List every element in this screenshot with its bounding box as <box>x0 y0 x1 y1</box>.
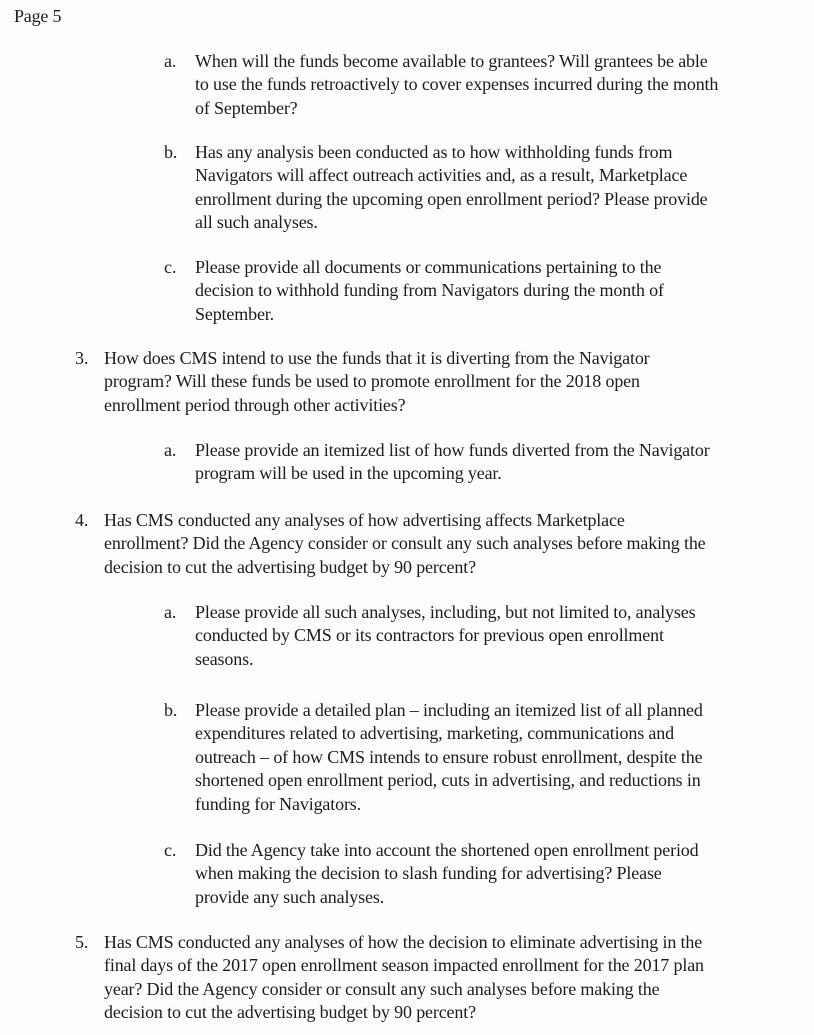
question-2a <box>164 50 718 120</box>
item-marker: a. <box>164 440 177 460</box>
text-line: shortened open enrollment period, cuts in advertising, and reductions in <box>195 770 701 791</box>
item-marker: a. <box>164 51 177 71</box>
text-line: Has CMS conducted any analyses of how advertising affects Marketplace <box>104 510 625 530</box>
text-line: decision to withhold funding from Navigators during the month of <box>195 280 664 301</box>
text-line: year? Did the Agency consider or consult any such analyses before making the <box>104 978 660 999</box>
text-line: outreach – of how CMS intends to ensure robust enrollment, despite the <box>195 746 703 767</box>
text-line: enrollment? Did the Agency consider or consult any such analyses before making the <box>104 533 706 554</box>
item-marker: b. <box>164 142 178 162</box>
item-text <box>195 50 718 120</box>
page-number: Page 5 <box>14 6 62 26</box>
text-line: final days of the 2017 open enrollment season impacted enrollment for the 2017 plan <box>104 955 704 976</box>
item-text <box>104 509 706 579</box>
question-4 <box>75 509 706 579</box>
text-line: decision to cut the advertising budget by 90 percent? <box>104 556 476 577</box>
text-line: When will the funds become available to grantees? Will grantees be able <box>195 51 708 71</box>
text-line: enrollment period through other activities? <box>104 394 406 415</box>
text-line: September. <box>195 303 274 324</box>
text-line: How does CMS intend to use the funds that it is diverting from the Navigator <box>104 348 650 368</box>
text-line: Please provide an itemized list of how funds diverted from the Navigator <box>195 440 710 460</box>
item-marker: 4. <box>75 510 89 530</box>
text-line: seasons. <box>195 648 254 669</box>
item-text <box>195 439 710 486</box>
text-line: program will be used in the upcoming year. <box>195 463 502 484</box>
text-line: Please provide all documents or communications pertaining to the <box>195 257 662 277</box>
text-line: Has any analysis been conducted as to how withholding funds from <box>195 142 673 162</box>
question-4a <box>164 601 695 671</box>
question-3a <box>164 439 710 486</box>
text-line: provide any such analyses. <box>195 886 385 907</box>
item-marker: c. <box>164 840 177 860</box>
item-text <box>104 931 704 1025</box>
item-marker: a. <box>164 602 177 622</box>
question-4b <box>164 699 703 816</box>
text-line: to use the funds retroactively to cover expenses incurred during the month <box>195 74 719 95</box>
text-line: Please provide all such analyses, including, but not limited to, analyses <box>195 602 696 622</box>
text-line: funding for Navigators. <box>195 793 362 814</box>
text-line: Has CMS conducted any analyses of how the decision to eliminate advertising in the <box>104 932 703 952</box>
item-marker: 3. <box>75 348 89 368</box>
item-text <box>195 601 695 671</box>
question-2b <box>164 141 708 235</box>
text-line: Navigators will affect outreach activities and, as a result, Marketplace <box>195 165 688 186</box>
item-marker: b. <box>164 700 178 720</box>
text-line: Please provide a detailed plan – including an itemized list of all planned <box>195 700 703 720</box>
text-line: when making the decision to slash funding for advertising? Please <box>195 863 662 884</box>
text-line: all such analyses. <box>195 212 318 233</box>
question-2c <box>164 256 664 326</box>
text-line: Did the Agency take into account the shortened open enrollment period <box>195 840 699 860</box>
text-line: decision to cut the advertising budget by 90 percent? <box>104 1002 476 1023</box>
text-line: program? Will these funds be used to promote enrollment for the 2018 open <box>104 371 640 392</box>
item-text <box>195 839 699 909</box>
text-line: enrollment during the upcoming open enrollment period? Please provide <box>195 188 708 209</box>
item-text <box>195 699 703 816</box>
item-text <box>195 141 708 235</box>
item-text <box>195 256 664 326</box>
question-5 <box>75 931 704 1025</box>
item-marker: c. <box>164 257 177 277</box>
item-marker: 5. <box>75 932 89 952</box>
text-line: conducted by CMS or its contractors for previous open enrollment <box>195 625 664 646</box>
text-line: expenditures related to advertising, marketing, communications and <box>195 723 674 744</box>
text-line: of September? <box>195 97 298 118</box>
item-text <box>104 347 650 417</box>
question-4c <box>164 839 699 909</box>
question-3 <box>75 347 650 417</box>
